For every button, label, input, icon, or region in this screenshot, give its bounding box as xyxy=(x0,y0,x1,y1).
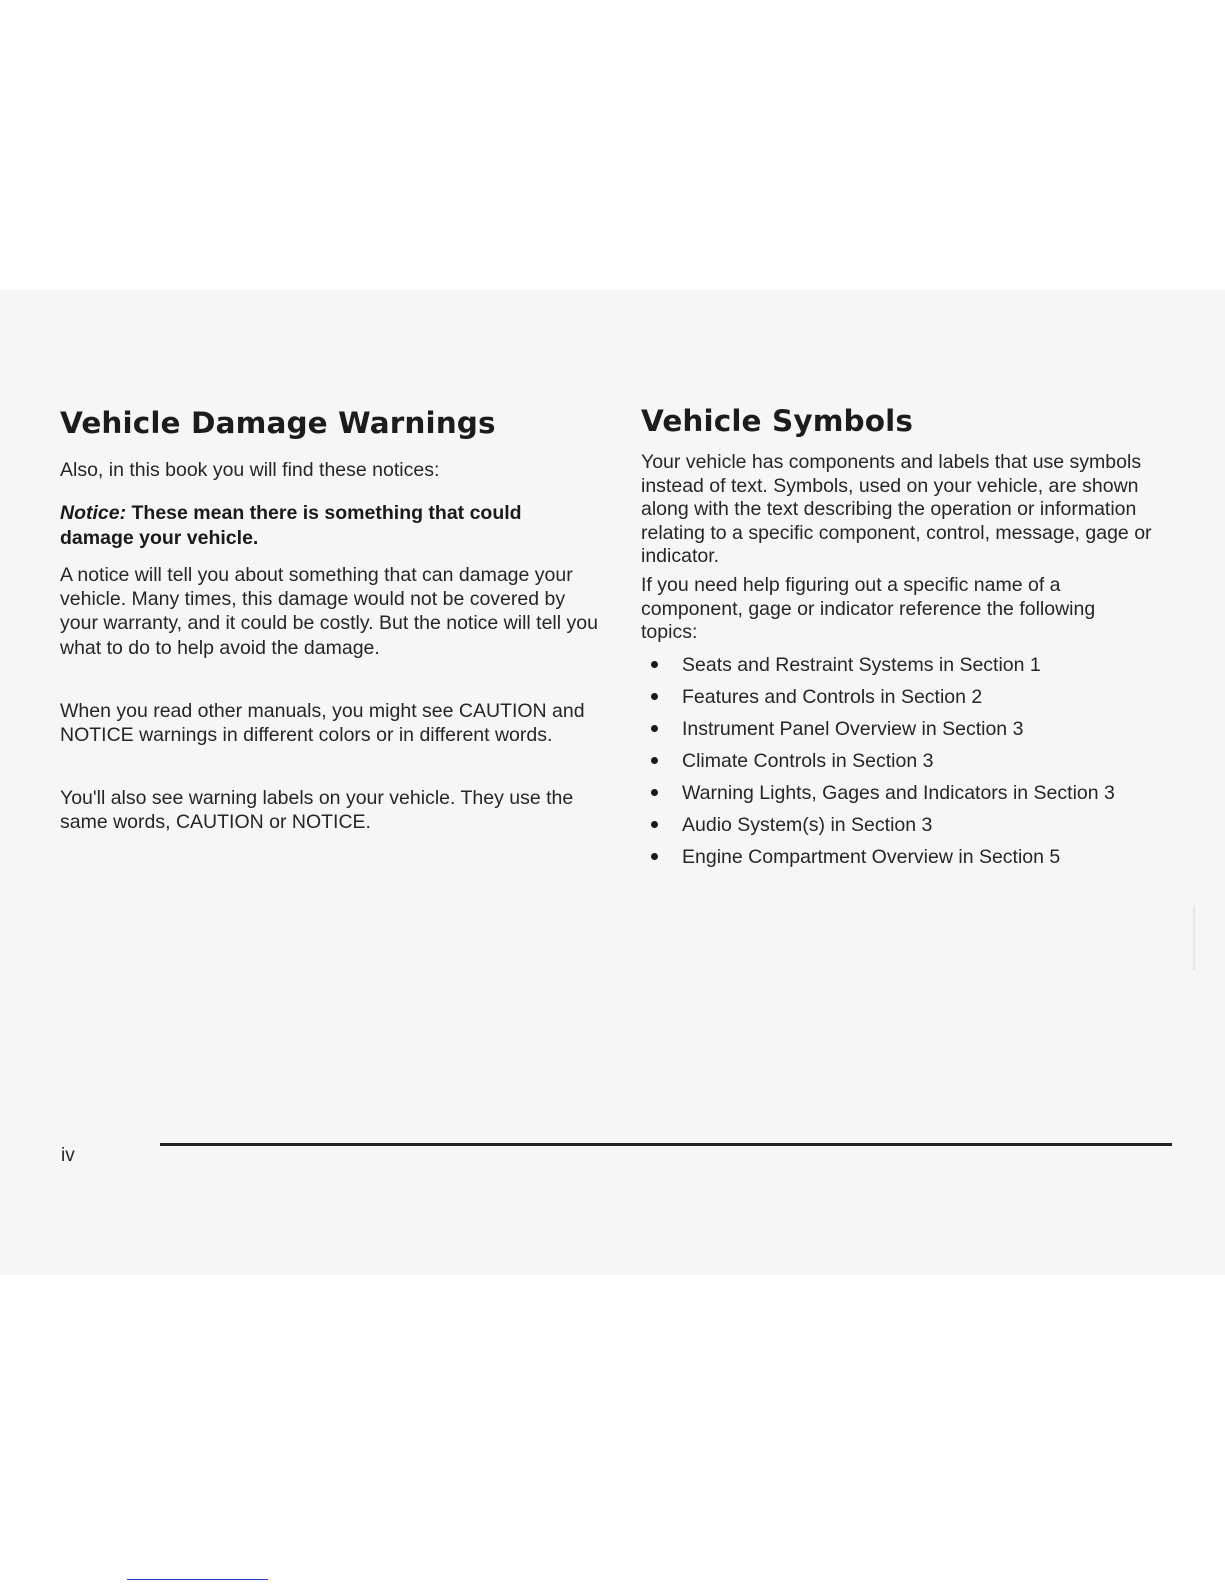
footer-divider xyxy=(160,1143,1172,1146)
intro-paragraph: Also, in this book you will find these notices: xyxy=(60,459,440,481)
bullet-icon xyxy=(651,757,658,764)
topic-text: Engine Compartment Overview in Section 5 xyxy=(682,846,1061,868)
caution-notice-paragraph: When you read other manuals, you might see CAUTION and NOTICE warnings in different colors or in different words. xyxy=(60,700,585,747)
notice-label: Notice: xyxy=(60,502,127,524)
bullet-icon xyxy=(651,661,658,668)
topic-text: Features and Controls in Section 2 xyxy=(682,686,983,708)
list-item xyxy=(641,717,1171,749)
topic-text: Warning Lights, Gages and Indicators in Section 3 xyxy=(682,782,1115,804)
list-item xyxy=(641,845,1171,877)
help-paragraph: If you need help figuring out a specific name of a component, gage or indicator reference the following topics: xyxy=(641,574,1096,644)
list-item xyxy=(641,685,1171,717)
list-item xyxy=(641,749,1171,781)
bullet-icon xyxy=(651,725,658,732)
notice-explanation-paragraph: A notice will tell you about something that can damage your vehicle. Many times, this damage would not be covered by your warranty, and it could be costly. But the notice will tell you what to do to help avoid the damage. xyxy=(60,564,598,659)
topic-text: Climate Controls in Section 3 xyxy=(682,750,934,772)
link-underline[interactable] xyxy=(127,1579,268,1580)
list-item xyxy=(641,653,1171,685)
section-heading-vehicle-symbols: Vehicle Symbols xyxy=(641,404,913,438)
bullet-icon xyxy=(651,821,658,828)
list-item xyxy=(641,813,1171,845)
list-item xyxy=(641,781,1171,813)
topics-list xyxy=(641,653,1171,877)
notice-statement xyxy=(60,501,600,550)
warning-labels-paragraph: You'll also see warning labels on your vehicle. They use the same words, CAUTION or NOTICE. xyxy=(60,787,574,834)
manual-page xyxy=(0,290,1225,1275)
section-heading-damage-warnings: Vehicle Damage Warnings xyxy=(60,406,496,440)
notice-text: These mean there is something that could damage your vehicle. xyxy=(60,502,522,549)
topic-text: Instrument Panel Overview in Section 3 xyxy=(682,718,1024,740)
scan-edge-mark xyxy=(1193,905,1195,970)
symbols-intro-paragraph: Your vehicle has components and labels that use symbols instead of text. Symbols, used on your vehicle, are shown along with the text describing the operation or information relating to a specific component, control, message, gage or indicator. xyxy=(641,451,1152,568)
bullet-icon xyxy=(651,693,658,700)
bullet-icon xyxy=(651,853,658,860)
topic-text: Audio System(s) in Section 3 xyxy=(682,814,933,836)
bullet-icon xyxy=(651,789,658,796)
page-number: iv xyxy=(61,1145,75,1166)
topic-text: Seats and Restraint Systems in Section 1 xyxy=(682,654,1041,676)
